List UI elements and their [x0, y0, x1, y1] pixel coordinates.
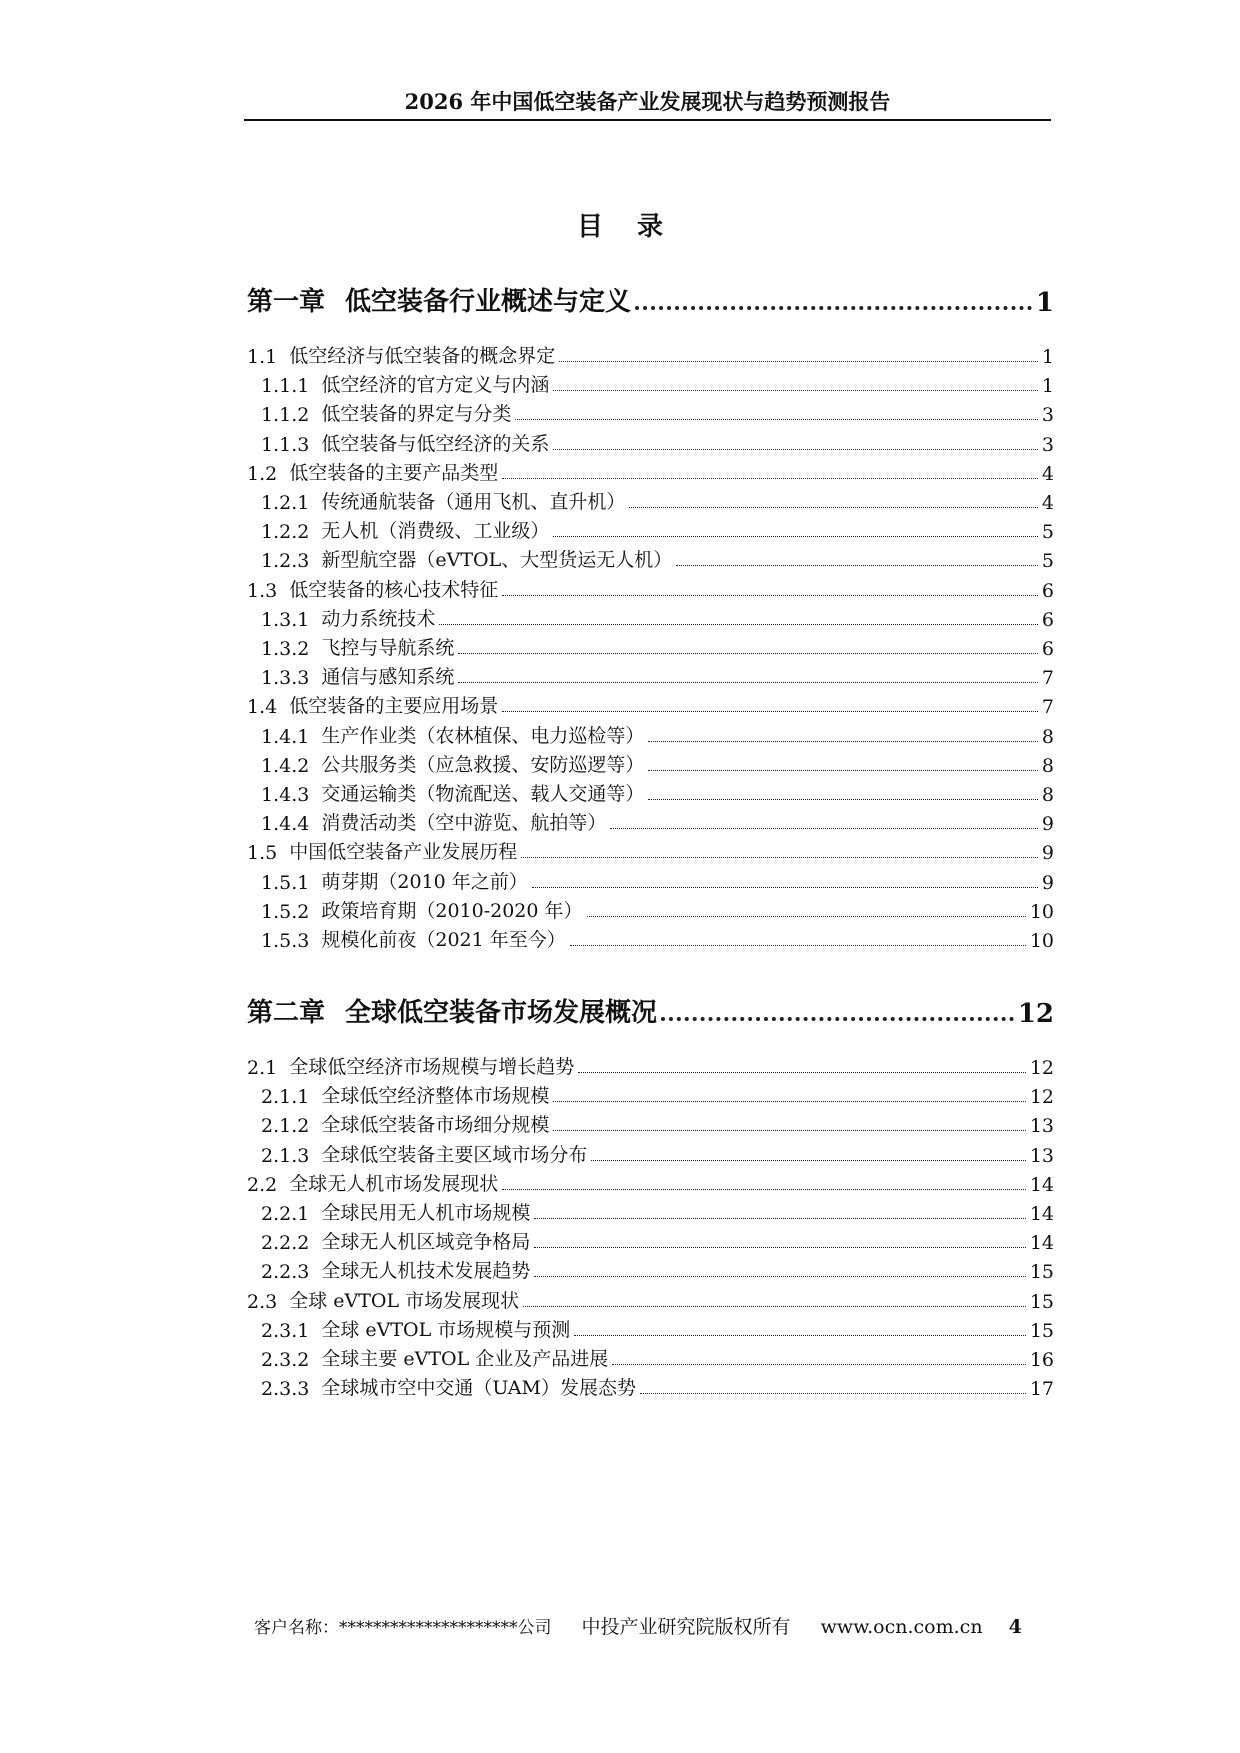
toc-section-entry[interactable] [247, 544, 1054, 572]
toc-section-entry[interactable] [247, 836, 1054, 864]
toc-entry-number: 1.2.3 [261, 550, 310, 573]
toc-entry-page: 6 [1041, 579, 1054, 602]
toc-section-entry[interactable] [247, 807, 1054, 835]
toc-section-entry[interactable] [247, 1109, 1054, 1137]
toc-entry-number: 2.2.2 [261, 1232, 310, 1255]
toc-entry-page: 6 [1041, 608, 1054, 631]
toc-dot-leader [676, 565, 1038, 566]
toc-entry-number: 1.2.2 [261, 521, 310, 544]
toc-section-entry[interactable] [247, 340, 1054, 368]
page-footer [254, 1612, 1054, 1639]
toc-section-entry[interactable] [247, 690, 1054, 718]
toc-entry-page: 15 [1029, 1319, 1054, 1342]
toc-entry-number: 2.3.3 [261, 1378, 310, 1401]
toc-entry-label: 全球低空经济整体市场规模 [321, 1085, 550, 1108]
toc-section-entry[interactable] [247, 515, 1054, 543]
toc-entry-page: 6 [1041, 638, 1054, 660]
toc-dot-leader [553, 1101, 1025, 1102]
toc-dot-leader [502, 1189, 1026, 1190]
toc-entry-label: 动力系统技术 [321, 607, 436, 630]
toc-entry-page: 1 [1041, 346, 1054, 368]
toc-dot-leader [570, 945, 1026, 946]
toc-dot-leader [559, 361, 1038, 362]
toc-section-entry[interactable] [247, 720, 1054, 748]
toc-entry-label: 全球无人机市场发展现状 [289, 1172, 499, 1195]
toc-entry-page: 4 [1041, 492, 1054, 514]
toc-entry-page: 12 [1029, 1057, 1054, 1079]
toc-entry-number: 2.1.2 [261, 1115, 310, 1138]
toc-section-entry[interactable] [247, 778, 1054, 806]
toc-entry-label: 通信与感知系统 [321, 666, 455, 689]
toc-entry-page: 8 [1041, 725, 1054, 748]
toc-entry-label: 低空装备与低空经济的关系 [321, 432, 550, 455]
toc-dot-leader [648, 770, 1038, 771]
toc-dot-leader [574, 1335, 1026, 1336]
toc-entry-page: 10 [1029, 900, 1054, 923]
toc-entry-number: 1.5 [247, 842, 278, 865]
toc-entry-label: 飞控与导航系统 [321, 637, 455, 659]
toc-section-entry[interactable] [247, 486, 1054, 514]
toc-section-entry[interactable] [247, 398, 1054, 426]
toc-entry-number: 1.2 [247, 462, 278, 485]
toc-entry-number: 1.1.2 [261, 404, 310, 427]
toc-section-entry[interactable] [247, 1139, 1054, 1167]
toc-entry-page: 4 [1041, 462, 1054, 485]
toc-entry-number: 1.5.1 [261, 871, 310, 894]
toc-entry-label: 低空装备行业概述与定义 [345, 287, 632, 317]
toc-entry-page: 10 [1029, 930, 1054, 952]
toc-section-entry[interactable] [247, 1285, 1054, 1313]
toc-entry-page: 3 [1041, 433, 1054, 456]
toc-entry-label: 新型航空器（eVTOL、大型货运无人机） [321, 549, 673, 572]
toc-section-entry[interactable] [247, 457, 1054, 485]
toc-section-entry[interactable] [247, 632, 1054, 660]
toc-dot-leader [635, 306, 1032, 310]
toc-entry-label: 生产作业类（农林植保、电力巡检等） [321, 724, 645, 747]
toc-entry-label: 萌芽期（2010 年之前） [321, 870, 528, 893]
toc-section-entry[interactable] [247, 1168, 1054, 1196]
toc-entry-page: 1 [1041, 375, 1054, 398]
toc-entry-page: 12 [1029, 1086, 1054, 1109]
toc-entry-page: 8 [1041, 754, 1054, 777]
toc-section-entry[interactable] [247, 1080, 1054, 1108]
toc-dot-leader [640, 1393, 1026, 1394]
toc-entry-label: 全球低空装备主要区域市场分布 [321, 1143, 588, 1166]
toc-section-entry[interactable] [247, 749, 1054, 777]
toc-dot-leader [502, 711, 1038, 712]
toc-entry-page: 7 [1041, 696, 1054, 719]
toc-entry-label: 消费活动类（空中游览、航拍等） [321, 812, 607, 835]
toc-entry-label: 低空装备的主要产品类型 [289, 461, 499, 484]
toc-entry-page: 15 [1029, 1290, 1054, 1313]
toc-entry-number: 1.3.1 [261, 608, 310, 631]
toc-entry-page: 9 [1041, 813, 1054, 836]
toc-entry-label: 传统通航装备（通用飞机、直升机） [321, 491, 626, 513]
toc-dot-leader [661, 1017, 1014, 1021]
toc-entry-label: 全球 eVTOL 市场发展现状 [289, 1289, 520, 1312]
toc-entry-page: 14 [1029, 1232, 1054, 1255]
toc-chapter-entry[interactable] [247, 278, 1054, 318]
toc-chapter-entry[interactable] [247, 989, 1054, 1029]
toc-dot-leader [523, 1306, 1026, 1307]
toc-entry-label: 全球主要 eVTOL 企业及产品进展 [321, 1348, 609, 1370]
toc-entry-page: 9 [1041, 871, 1054, 894]
toc-entry-number: 1.1.1 [261, 375, 310, 398]
toc-entry-label: 低空装备的核心技术特征 [289, 578, 499, 601]
toc-section-entry[interactable] [247, 1051, 1054, 1079]
toc-dot-leader [553, 449, 1038, 450]
footer-client-name: 客户名称：*********************公司 [254, 1618, 552, 1638]
toc-dot-leader [502, 478, 1038, 479]
toc-dot-leader [439, 624, 1038, 625]
toc-entry-number: 1.1 [247, 346, 278, 368]
toc-entry-number: 2.3 [247, 1290, 278, 1313]
report-header-title: 2026 年中国低空装备产业发展现状与趋势预测报告 [404, 89, 891, 114]
toc-dot-leader [458, 653, 1038, 654]
toc-entry-label: 中国低空装备产业发展历程 [289, 841, 518, 864]
toc-entry-number: 第一章 [247, 287, 326, 317]
toc-section-entry[interactable] [247, 866, 1054, 894]
toc-entry-label: 无人机（消费级、工业级） [321, 520, 550, 543]
toc-entry-number: 1.3.2 [261, 638, 310, 660]
toc-entry-label: 全球无人机技术发展趋势 [321, 1260, 531, 1283]
toc-entry-number: 2.1.3 [261, 1144, 310, 1167]
toc-entry-page: 9 [1041, 842, 1054, 865]
footer-website: www.ocn.com.cn [820, 1616, 983, 1638]
toc-entry-number: 1.3 [247, 579, 278, 602]
toc-dot-leader [534, 1276, 1025, 1277]
toc-entry-number: 1.3.3 [261, 667, 310, 690]
toc-entry-page: 8 [1041, 784, 1054, 806]
toc-section-entry[interactable] [247, 1255, 1054, 1283]
toc-entry-number: 2.1.1 [261, 1086, 310, 1109]
toc-dot-leader [553, 1130, 1025, 1131]
toc-entry-page: 16 [1029, 1349, 1054, 1371]
toc-entry-page: 12 [1017, 999, 1054, 1029]
toc-entry-label: 低空经济与低空装备的概念界定 [289, 345, 556, 367]
toc-dot-leader [553, 536, 1038, 537]
toc-entry-number: 1.4.4 [261, 813, 310, 836]
toc-entry-number: 2.1 [247, 1057, 278, 1079]
toc-dot-leader [648, 741, 1038, 742]
toc-dot-leader [515, 419, 1038, 420]
toc-title: 目录 [576, 212, 697, 242]
toc-section-entry[interactable] [247, 428, 1054, 456]
toc-dot-leader [458, 682, 1038, 683]
toc-entry-page: 14 [1029, 1173, 1054, 1196]
toc-entry-label: 全球无人机区域竞争格局 [321, 1231, 531, 1254]
toc-entry-page: 13 [1029, 1115, 1054, 1138]
toc-dot-leader [587, 916, 1026, 917]
toc-dot-leader [532, 887, 1038, 888]
toc-section-entry[interactable] [247, 895, 1054, 923]
toc-entry-label: 全球低空装备市场细分规模 [321, 1114, 550, 1137]
toc-entry-number: 1.5.3 [261, 930, 310, 952]
toc-entry-number: 2.2.3 [261, 1261, 310, 1284]
toc-entry-number: 1.4 [247, 696, 278, 719]
toc-entry-page: 14 [1029, 1203, 1054, 1225]
toc-dot-leader [591, 1160, 1025, 1161]
toc-entry-number: 1.4.1 [261, 725, 310, 748]
toc-entry-page: 7 [1041, 667, 1054, 690]
toc-entry-number: 1.4.3 [261, 784, 310, 806]
toc-entry-label: 全球 eVTOL 市场规模与预测 [321, 1318, 571, 1341]
toc-dot-leader [553, 390, 1038, 391]
toc-section-entry[interactable] [247, 924, 1054, 952]
toc-dot-leader [629, 507, 1038, 508]
toc-section-entry[interactable] [247, 1314, 1054, 1342]
toc-entry-label: 全球民用无人机市场规模 [321, 1202, 531, 1224]
toc-entry-page: 3 [1041, 404, 1054, 427]
toc-section-entry[interactable] [247, 1226, 1054, 1254]
toc-entry-label: 全球城市空中交通（UAM）发展态势 [321, 1377, 636, 1400]
header-rule [244, 119, 1051, 121]
toc-section-entry[interactable] [247, 369, 1054, 397]
toc-entry-label: 低空装备的主要应用场景 [289, 695, 499, 718]
footer-copyright: 中投产业研究院版权所有 [581, 1616, 791, 1638]
toc-section-entry[interactable] [247, 574, 1054, 602]
toc-entry-page: 5 [1041, 521, 1054, 544]
toc-entry-number: 第二章 [247, 998, 326, 1028]
toc-dot-leader [578, 1072, 1026, 1073]
toc-entry-label: 规模化前夜（2021 年至今） [321, 929, 566, 951]
toc-entry-label: 低空装备的界定与分类 [321, 403, 512, 426]
toc-dot-leader [521, 857, 1038, 858]
toc-entry-label: 政策培育期（2010-2020 年） [321, 899, 583, 922]
toc-entry-number: 1.1.3 [261, 433, 310, 456]
footer-page-number: 4 [1008, 1616, 1022, 1638]
toc-dot-leader [534, 1218, 1025, 1219]
toc-section-entry[interactable] [247, 661, 1054, 689]
toc-entry-label: 交通运输类（物流配送、载人交通等） [321, 783, 645, 805]
toc-entry-number: 2.3.2 [261, 1349, 310, 1371]
toc-entry-page: 1 [1035, 288, 1054, 318]
toc-section-entry[interactable] [247, 1372, 1054, 1400]
toc-dot-leader [534, 1247, 1025, 1248]
toc-entry-number: 1.4.2 [261, 754, 310, 777]
toc-section-entry[interactable] [247, 1343, 1054, 1371]
toc-entry-label: 低空经济的官方定义与内涵 [321, 374, 550, 397]
toc-dot-leader [648, 799, 1038, 800]
toc-dot-leader [610, 828, 1038, 829]
toc-entry-number: 1.2.1 [261, 492, 310, 514]
toc-entry-page: 15 [1029, 1261, 1054, 1284]
toc-dot-leader [502, 595, 1038, 596]
toc-entry-number: 2.2 [247, 1173, 278, 1196]
toc-section-entry[interactable] [247, 1197, 1054, 1225]
toc-entry-page: 17 [1029, 1378, 1054, 1401]
toc-entry-number: 2.2.1 [261, 1203, 310, 1225]
toc-entry-label: 全球低空经济市场规模与增长趋势 [289, 1056, 575, 1078]
toc-entry-page: 13 [1029, 1144, 1054, 1167]
toc-entry-page: 5 [1041, 550, 1054, 573]
toc-entry-label: 全球低空装备市场发展概况 [345, 998, 658, 1028]
toc-entry-number: 2.3.1 [261, 1319, 310, 1342]
toc-entry-number: 1.5.2 [261, 900, 310, 923]
toc-section-entry[interactable] [247, 603, 1054, 631]
toc-entry-label: 公共服务类（应急救援、安防巡逻等） [321, 753, 645, 776]
toc-dot-leader [612, 1364, 1026, 1365]
